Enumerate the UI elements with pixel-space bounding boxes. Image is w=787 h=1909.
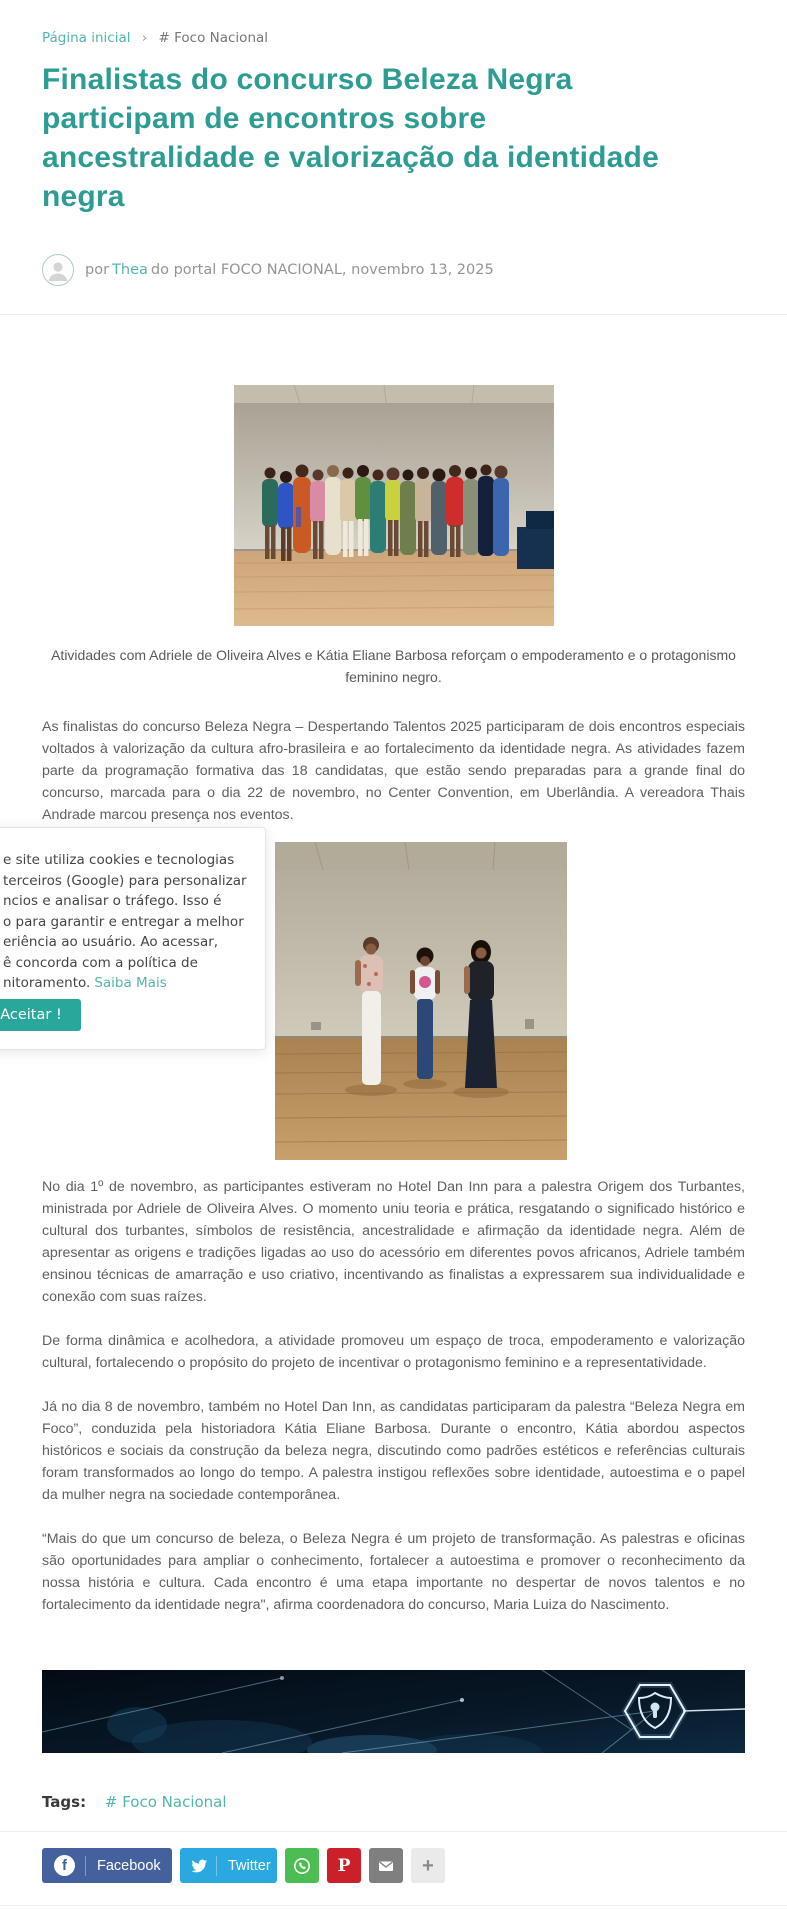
cookie-accept-button[interactable]: Aceitar ! [0, 999, 81, 1031]
tags-label: Tags: [42, 1793, 87, 1811]
button-separator [85, 1856, 86, 1876]
ad-banner[interactable] [42, 1670, 745, 1753]
header-divider [0, 314, 787, 315]
author-link[interactable]: Thea [112, 262, 148, 278]
article-photo-speakers [275, 842, 567, 1160]
byline-prefix: por [85, 262, 110, 278]
share-buttons [42, 1848, 745, 1883]
breadcrumb-separator: › [141, 30, 148, 46]
cookie-message [3, 850, 247, 994]
plus-icon: + [422, 1854, 434, 1877]
paragraph-4: Já no dia 8 de novembro, também no Hotel Dan Inn, as candidatas participaram da palestra “Beleza Negra em Foco”, conduzida pela historiadora Kátia Eliane Barbosa. Durante o encontro, Kátia abordou aspectos históricos e sociais da construção da beleza negra, discutindo como padrões estéticos e referências culturais foram transformados ao longo do tempo. A palestra instigou reflexões sobre identidade, autoestima e o papel da mulher negra na sociedade contemporânea. [42, 1399, 745, 1503]
button-separator [216, 1856, 217, 1876]
person-icon [45, 257, 71, 283]
article-page [0, 0, 787, 286]
twitter-label: Twitter [228, 1857, 271, 1874]
byline-rest: do portal FOCO NACIONAL, novembro 13, 2025 [150, 262, 494, 278]
byline [42, 254, 745, 286]
cookie-line-text: nitoramento. [3, 975, 91, 991]
speakers-photo-image [275, 842, 567, 1160]
share-pinterest-button[interactable] [327, 1848, 361, 1883]
share-facebook-button[interactable] [42, 1848, 172, 1883]
author-avatar [42, 254, 74, 286]
cookie-line: terceiros (Google) para personalizar [3, 872, 247, 889]
paragraph-5: “Mais do que um concurso de beleza, o Beleza Negra é um projeto de transformação. As palestras e oficinas são oportunidades para ampliar o conhecimento, fortalecer a autoestima e promover o reconhecimento da nossa história e cultura. Cada encontro é uma etapa importante no despertar de novos talentos e no fortalecimento da identidade negra", afirma coordenadora do concurso, Maria Luiza do Nascimento. [42, 1531, 745, 1613]
photo-caption: Atividades com Adriele de Oliveira Alves e Kátia Eliane Barbosa reforçam o empoderamento e o protagonismo feminino negro. [51, 647, 736, 685]
share-twitter-button[interactable] [180, 1848, 277, 1883]
cookie-line: ncios e analisar o tráfego. Isso é [3, 893, 222, 909]
share-whatsapp-button[interactable] [285, 1848, 319, 1883]
breadcrumb [42, 0, 745, 46]
tag-foco-nacional[interactable]: # Foco Nacional [104, 1793, 227, 1811]
envelope-icon [376, 1856, 396, 1876]
tags-row [42, 1793, 745, 1811]
cookie-line: e site utiliza cookies e tecnologias [3, 852, 235, 868]
security-banner-image [42, 1670, 745, 1753]
paragraph-2: No dia 1º de novembro, as participantes estiveram no Hotel Dan Inn para a palestra Origem dos Turbantes, ministrada por Adriele de Oliveira Alves. O momento uniu teoria e prática, resgatando o significado histórico e cultural dos turbantes, símbolos de resistência, ancestralidade e afirmação da identidade negra. Além de apresentar as origens e tradições ligadas ao uso do acessório em diferentes povos africanos, Adriele também ensinou técnicas de amarração e uso criativo, incentivando as finalistas a expressarem sua individualidade e conexão com suas raízes. [42, 1179, 745, 1305]
cookie-learn-more-link[interactable]: Saiba Mais [94, 975, 167, 991]
bottom-divider [0, 1905, 787, 1906]
twitter-bird-icon [190, 1857, 208, 1875]
cookie-line: o para garantir e entregar a melhor [3, 913, 244, 930]
pinterest-icon [338, 1856, 351, 1876]
breadcrumb-category-link[interactable]: # Foco Nacional [158, 30, 269, 46]
cookie-line [3, 973, 247, 994]
group-photo-image [234, 385, 554, 626]
article-photo-group [234, 385, 554, 626]
breadcrumb-home-link[interactable]: Página inicial [42, 30, 131, 46]
whatsapp-icon [292, 1856, 312, 1876]
facebook-icon [54, 1855, 75, 1876]
cookie-line: eriência ao usuário. Ao acessar, [3, 934, 219, 950]
cookie-consent-dialog [0, 827, 266, 1050]
article-body [0, 385, 787, 1811]
cookie-line: ê concorda com a política de [3, 954, 198, 971]
share-more-button[interactable] [411, 1848, 445, 1883]
page-title: Finalistas do concurso Beleza Negra participam de encontros sobre ancestralidade e valorização da identidade negra [42, 63, 659, 213]
share-email-button[interactable] [369, 1848, 403, 1883]
paragraph-1: As finalistas do concurso Beleza Negra – Despertando Talentos 2025 participaram de dois encontros especiais voltados à valorização da cultura afro-brasileira e ao fortalecimento da identidade negra. As atividades fazem parte da programação formativa das 18 candidatas, que estão sendo preparadas para a grande final do concurso, marcada para o dia 22 de novembro, no Center Convention, em Uberlândia. A vereadora Thais Andrade marcou presença nos eventos. [42, 719, 745, 823]
paragraph-3: De forma dinâmica e acolhedora, a atividade promoveu um espaço de troca, empoderamento e valorização cultural, fortalecendo o propósito do projeto de incentivar o protagonismo feminino e a representatividade. [42, 1333, 745, 1371]
tags-divider [0, 1831, 787, 1832]
facebook-label: Facebook [97, 1857, 161, 1874]
